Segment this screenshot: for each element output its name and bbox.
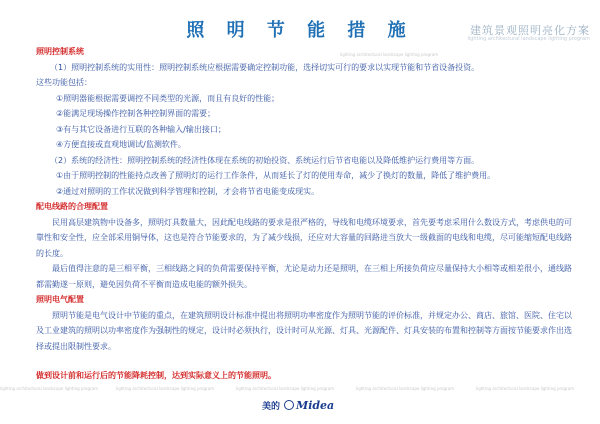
- list-item: ①照明器能根据需要调控不同类型的光源，而且有良好的性能；: [56, 93, 280, 103]
- watermark-text: lighting architectural landscape lighting program: [116, 386, 215, 391]
- paragraph: 照明节能是电气设计中节能的重点，在建筑照明设计标准中提出将照明功率密度作为照明节能的评价标准，并规定办公、商店、旅馆、医院、住宅以及工业建筑的照明以功率密度作为强制性的规定，设计时必须执行，设计时可从光源、灯具、光源配件、灯具安装的布置和控制等方面按节能要求作出选择或提出限制性要求。: [36, 310, 572, 351]
- paragraph: 最后值得注意的是三相平衡，三相线路之间的负荷需要保持平衡，尤论是动力还是照明，在三相上所接负荷应尽量保持大小相等或相差很小，通线路都需勤遂一原则，避免因负荷不平衡而造成电能的额外损失。: [36, 264, 572, 289]
- list-item: ②能满足现场操作控制各种控制界面的需要；: [56, 109, 216, 118]
- midea-logo: [262, 398, 342, 412]
- page-title: 照 明 节 能 措 施: [186, 20, 414, 41]
- list-item: ③有与其它设备进行互联的各种输入/输出接口；: [56, 124, 226, 134]
- brand-title: 建筑景观照明亮化方案: [470, 24, 590, 37]
- paragraph: 民用高层建筑物中设备多，照明灯具数量大，因此配电线路的要求是很严格的，导线和电缆环境要求，首先要考虑采用什么数设方式，考虑供电的可靠性和安全性，应全部采用铜导体，这也是符合节能要求的，为了减少线损，还应对大容量的回路进当放大一级截面的电线和电缆，尽可能缩短配电线路的长度。: [36, 217, 572, 258]
- closing-statement: 做到设计前和运行后的节能降耗控制，达到实际意义上的节能照明。: [36, 371, 276, 380]
- logo-cn-text: 美的: [262, 401, 281, 412]
- logo-en-text: Midea: [296, 398, 335, 412]
- section-heading-electrical: 照明电气配置: [36, 295, 84, 304]
- brand-subtitle: lighting architectural landscape lighting program: [467, 36, 590, 42]
- watermark-text: lighting architectural landscape lighting program: [476, 386, 575, 391]
- document-body: [36, 44, 576, 354]
- watermark-text: lighting architectural landscape lighting program: [340, 52, 439, 57]
- section-heading-control: 照明控制系统: [36, 47, 84, 56]
- list-item: ④方便直接或直观地调试/监测软件。: [56, 140, 186, 149]
- watermark-text: lighting architectural landscape lighting program: [0, 386, 99, 391]
- list-item: ①由于照明控制的性能持点改善了照明灯的运行工作条件，从而延长了灯的使用寿命，减少了换灯的数量，降低了维护费用。: [56, 171, 496, 180]
- paragraph: （1）照明控制系统的实用性：照明控制系统应根据需要确定控制功能，选择切实可行的要求以实现节能和节省设备投资。: [50, 62, 480, 72]
- paragraph: 这些功能包括：: [36, 78, 92, 87]
- section-heading-wiring: 配电线路的合理配置: [36, 202, 108, 211]
- watermark-text: lighting architectural landscape lighting program: [236, 386, 335, 391]
- watermark-text: lighting architectural landscape lighting program: [356, 386, 455, 391]
- list-item: ②通过对照明的工作状况做到科学管理和控制，才会将节省电能变成现实。: [56, 186, 320, 196]
- paragraph: （2）系统的经济性：照明控制系统的经济性体现在系统的初始投资、系统运行后节省电能以及降低维护运行费用等方面。: [50, 155, 480, 165]
- midea-mark-icon: [284, 400, 294, 410]
